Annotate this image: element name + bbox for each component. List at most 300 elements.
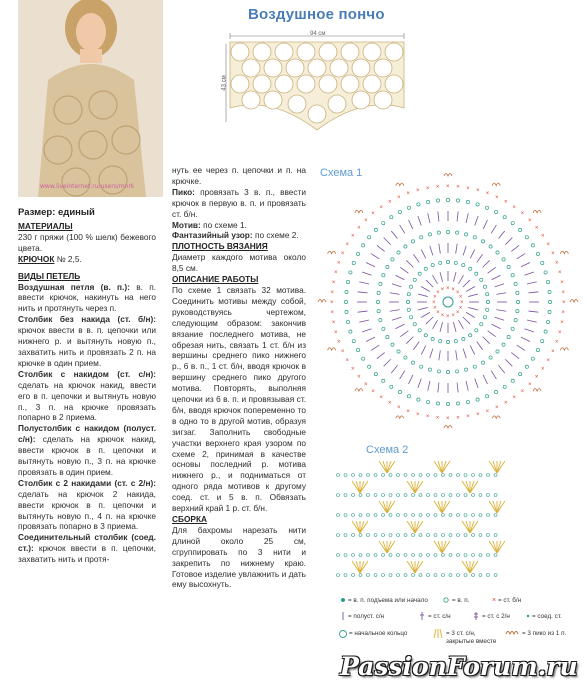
chain-stitch <box>446 260 449 263</box>
chain-stitch <box>481 361 484 364</box>
chain-stitch <box>481 240 484 243</box>
legend-item: = ст. б/н <box>498 597 522 604</box>
dc-stitch <box>400 225 405 233</box>
picot-stitch <box>533 210 541 213</box>
chain-stitch <box>382 379 385 382</box>
cluster-stitch <box>466 521 470 533</box>
continued-text: нуть ее через п. цепочки и п. на крючке. <box>172 165 306 186</box>
dc-stitch <box>491 371 496 379</box>
sc-stitch: × <box>379 395 383 402</box>
motif-circle <box>308 59 326 77</box>
chain-stitch <box>479 554 482 557</box>
chain-stitch <box>374 574 377 577</box>
slip-stitch-symbol <box>527 615 529 617</box>
motif-circle <box>385 75 403 93</box>
chain-stitch <box>439 340 442 343</box>
chain-stitch <box>546 320 549 323</box>
dc-stitch <box>418 294 428 297</box>
chain-stitch <box>525 365 528 368</box>
chain-stitch <box>398 210 401 213</box>
sc-stitch: × <box>558 269 562 276</box>
sc-stitch: × <box>433 305 437 312</box>
chain-stitch <box>514 282 517 285</box>
chain-stitch <box>382 474 385 477</box>
chain-stitch <box>389 554 392 557</box>
chain-stitch <box>389 514 392 517</box>
cluster-stitch <box>442 461 446 473</box>
chain-stitch <box>548 310 551 313</box>
chain-stitch <box>480 278 483 281</box>
sc-stitch: × <box>350 233 355 240</box>
chain-stitch <box>352 494 355 497</box>
dc-stitch <box>456 350 458 360</box>
chain-stitch <box>479 574 482 577</box>
loop-item: Столбик с накидом (ст. с/н): сделать на крючок накид, ввести его в п. цепочки и вытянуть новую п., 3 п. на крючке провязать попарно в 2 приема. <box>18 368 156 423</box>
cluster-stitch <box>360 561 368 573</box>
dc-stitch <box>468 307 478 310</box>
motif-circle <box>253 43 271 61</box>
chain-stitch <box>419 514 422 517</box>
legend-item: = 3 ст. с/н, закрытые вместе <box>446 630 497 645</box>
sc-stitch: × <box>331 320 336 327</box>
sc-stitch: × <box>551 349 555 356</box>
loops-heading: ВИДЫ ПЕТЕЛЬ <box>18 270 81 281</box>
cluster-stitch <box>411 561 415 573</box>
chain-stitch <box>374 228 377 231</box>
sc-stitch: × <box>340 250 345 257</box>
cluster-stitch <box>383 501 387 513</box>
chain-stitch <box>437 370 440 373</box>
chain-stitch <box>367 534 370 537</box>
motif-circle <box>341 43 359 61</box>
dc-stitch <box>496 310 506 312</box>
chain-stitch <box>464 534 467 537</box>
dc-stitch <box>499 365 505 373</box>
chain-stitch <box>344 474 347 477</box>
chain-stitch <box>476 203 479 206</box>
sc-stitch: × <box>561 289 566 296</box>
dc-stitch <box>426 280 433 287</box>
chain-stitch <box>489 245 492 248</box>
chain-stitch <box>409 316 412 319</box>
chain-stitch <box>494 554 497 557</box>
dc-stitch <box>499 231 505 239</box>
picot-stitch <box>444 426 452 429</box>
picot-stitch <box>560 348 568 351</box>
chain-stitch <box>494 210 497 213</box>
cluster-stitch <box>466 561 470 573</box>
assembly-heading: СБОРКА <box>172 514 207 524</box>
fancy-term: Фантазийный узор: <box>172 230 253 241</box>
chain-stitch <box>337 474 340 477</box>
dc-stitch <box>468 294 478 297</box>
chain-stitch <box>494 574 497 577</box>
chain-stitch <box>404 534 407 537</box>
sc-stitch: × <box>435 184 440 191</box>
chain-stitch <box>419 534 422 537</box>
chain-stitch <box>418 272 421 275</box>
cluster-stitch <box>387 541 391 553</box>
chain-stitch <box>412 474 415 477</box>
chain-stitch <box>374 474 377 477</box>
cluster-stitch <box>352 561 360 573</box>
picot-stitch <box>533 389 541 392</box>
cluster-stitch <box>489 541 497 553</box>
hook-value: № 2,5. <box>56 253 82 264</box>
dc-stitch <box>491 225 496 233</box>
picot-text: провязать 3 в. п., ввести крючок в первую в. п. и провязать ст. б/н. <box>172 186 306 219</box>
dc-stitch <box>418 378 421 387</box>
dc-stitch <box>528 311 538 312</box>
chain-stitch <box>494 514 497 517</box>
chain-stitch <box>442 534 445 537</box>
dc-stitch <box>426 317 433 324</box>
chain-stitch <box>397 554 400 557</box>
dc-stitch <box>395 324 404 329</box>
dc-stitch <box>421 287 430 292</box>
picot-stitch <box>396 416 404 419</box>
chain-stitch <box>544 330 547 333</box>
motif-circle <box>308 105 326 123</box>
chain-stitch <box>352 339 355 342</box>
chain-stitch <box>485 395 488 398</box>
cluster-stitch <box>407 561 415 573</box>
cluster-stitch <box>360 521 368 533</box>
chain-stitch <box>449 574 452 577</box>
chain-stitch <box>446 340 449 343</box>
chain-stitch <box>442 554 445 557</box>
chain-stitch <box>409 285 412 288</box>
cluster-stitch <box>434 501 442 513</box>
dc-stitch <box>362 329 371 332</box>
dc-stitch <box>470 249 475 258</box>
chain-stitch <box>457 494 460 497</box>
chain-stitch <box>472 474 475 477</box>
chain-stitch <box>391 258 394 261</box>
chain-stitch <box>487 554 490 557</box>
cluster-stitch <box>356 561 360 573</box>
sc-stitch: × <box>485 190 490 197</box>
sc-stitch: × <box>458 294 463 301</box>
chain-stitch <box>337 494 340 497</box>
chain-stitch <box>462 337 465 340</box>
sc-stitch: × <box>460 300 464 306</box>
sc-stitch: × <box>476 412 480 419</box>
dc-stitch <box>459 275 464 284</box>
sc-stitch: × <box>425 414 430 421</box>
cluster-stitch <box>489 461 497 473</box>
chain-stitch <box>412 574 415 577</box>
chain-stitch <box>404 245 407 248</box>
chain-stitch <box>449 494 452 497</box>
sc-stitch: × <box>446 286 450 292</box>
dc-stitch <box>496 293 506 295</box>
sc-stitch: × <box>541 233 545 240</box>
dc-stitch <box>470 346 475 355</box>
chain-stitch <box>462 263 465 266</box>
dc-stitch <box>524 272 533 275</box>
chain-stitch <box>427 554 430 557</box>
lift-chain-symbol <box>341 598 345 602</box>
photo-credit: www.liveinternet.ru/users/mnrk <box>40 183 135 190</box>
chain-stitch <box>397 534 400 537</box>
chain-stitch <box>479 494 482 497</box>
cluster-stitch <box>360 521 364 533</box>
chain-stitch <box>436 402 439 405</box>
sc-stitch: × <box>371 388 375 395</box>
chain-stitch <box>389 494 392 497</box>
chain-stitch <box>427 200 430 203</box>
cluster-stitch <box>360 481 368 493</box>
legend-item: = начальное кольцо <box>349 630 408 637</box>
dc-stitch <box>395 275 404 280</box>
chain-stitch <box>397 350 400 353</box>
chain-stitch <box>428 233 431 236</box>
sc-stitch: × <box>560 320 564 327</box>
chain-stitch <box>503 216 506 219</box>
cluster-stitch <box>497 501 501 513</box>
dc-stitch <box>413 254 419 262</box>
motif-circle <box>328 95 346 113</box>
chain-stitch <box>434 534 437 537</box>
cluster-stitch <box>438 541 442 553</box>
sc-stitch: × <box>495 194 499 201</box>
chain-stitch <box>382 554 385 557</box>
chain-stitch <box>494 534 497 537</box>
chain-stitch <box>457 534 460 537</box>
picot-stitch <box>328 348 336 351</box>
motif-circle <box>374 59 392 77</box>
chain-stitch <box>367 574 370 577</box>
sc-stitch: × <box>541 366 545 373</box>
chain-stitch <box>479 534 482 537</box>
legend-item: = ст. с/н <box>428 613 451 620</box>
motif-circle <box>352 91 370 109</box>
dc-stitch <box>505 359 512 366</box>
chain-stitch <box>362 357 365 360</box>
dc-stitch <box>524 329 533 332</box>
sc-stitch: × <box>396 194 401 201</box>
cluster-stitch <box>407 481 415 493</box>
picot-stitch <box>396 183 404 186</box>
sc-stitch: × <box>371 211 375 218</box>
picot-stitch <box>355 389 363 392</box>
chain-stitch <box>466 200 469 203</box>
chain-stitch <box>344 494 347 497</box>
chain-stitch <box>456 199 459 202</box>
chain-stitch <box>546 281 549 284</box>
motif-circle <box>319 75 337 93</box>
chain-stitch <box>516 291 519 294</box>
dc-stitch <box>400 331 408 337</box>
picot-stitch <box>560 251 568 254</box>
cluster-stitch <box>470 561 474 573</box>
cluster-stitch <box>442 541 446 553</box>
sc-stitch: × <box>451 287 455 294</box>
loop-item: Соединительный столбик (соед. ст.): крючок ввести в п. цепочки, захватить нить и протя- <box>18 532 156 565</box>
chain-stitch <box>496 251 499 254</box>
motif-circle <box>385 43 403 61</box>
cluster-stitch <box>438 461 442 473</box>
cluster-stitch <box>438 501 442 513</box>
cluster-stitch <box>411 481 415 493</box>
chain-stitch <box>431 337 434 340</box>
cluster-stitch <box>387 461 395 473</box>
sc-stitch: × <box>388 400 392 407</box>
dc-stitch <box>413 342 419 350</box>
chain-stitch <box>503 385 506 388</box>
sc-stitch: × <box>446 314 450 320</box>
chain-stitch <box>536 252 539 255</box>
chain-stitch <box>419 554 422 557</box>
picot-stitch <box>570 300 578 303</box>
chain-stitch <box>386 335 389 338</box>
chain-stitch <box>464 514 467 517</box>
chain-stitch <box>449 474 452 477</box>
cluster-stitch <box>356 521 360 533</box>
chain-stitch <box>519 373 522 376</box>
sc-stitch: × <box>406 190 410 197</box>
chain-stitch <box>359 534 362 537</box>
chain-stitch <box>449 534 452 537</box>
chain-stitch <box>541 339 544 342</box>
chain-stitch <box>413 278 416 281</box>
sc-stitch: × <box>415 412 420 419</box>
chain-stitch <box>374 534 377 537</box>
chain-stitch <box>480 323 483 326</box>
chain-stitch <box>397 251 400 254</box>
chain-stitch <box>427 400 430 403</box>
cluster-stitch <box>379 461 387 473</box>
dc-stitch <box>392 317 402 320</box>
sc-stitch: × <box>466 185 470 192</box>
dc-stitch <box>384 238 391 245</box>
chain-stitch <box>475 329 478 332</box>
chain-stitch <box>382 574 385 577</box>
sc-stitch: × <box>336 339 341 346</box>
chain-stitch <box>407 308 410 311</box>
motif-circle <box>242 59 260 77</box>
dc-stitch <box>409 220 413 229</box>
cluster-stitch <box>387 541 395 553</box>
cluster-stitch <box>493 501 497 513</box>
sc-stitch: × <box>433 294 437 301</box>
chain-stitch <box>449 554 452 557</box>
chain-stitch <box>411 240 414 243</box>
dc-stitch <box>371 345 379 350</box>
sc-stitch: × <box>555 260 559 267</box>
chain-stitch <box>427 474 430 477</box>
dc-stitch <box>418 216 421 225</box>
picot-stitch <box>355 210 363 213</box>
chain-stitch <box>454 261 457 264</box>
chain-stitch <box>352 534 355 537</box>
dc-stitch <box>430 246 433 256</box>
chain-stitch <box>469 334 472 337</box>
sc-stitch: × <box>350 366 355 373</box>
motif-circle <box>264 91 282 109</box>
sc-stitch: × <box>512 204 517 211</box>
work-heading: ОПИСАНИЕ РАБОТЫ <box>172 274 259 285</box>
cluster-stitch <box>360 481 364 493</box>
chain-stitch <box>536 348 539 351</box>
legend-item: = 3 пико из 1 п. <box>522 630 567 637</box>
ring-symbol <box>340 631 347 638</box>
chain-stitch <box>382 514 385 517</box>
picot-stitch <box>318 300 326 303</box>
chain-stitch <box>398 390 401 393</box>
dc-stitch <box>466 381 468 391</box>
chain-stitch <box>502 343 505 346</box>
dc-stitch <box>521 337 530 341</box>
chain-stitch <box>472 574 475 577</box>
sc-stitch: × <box>446 184 450 190</box>
scheme1-chart <box>310 170 585 435</box>
chain-stitch <box>367 474 370 477</box>
density-heading: ПЛОТНОСТЬ ВЯЗАНИЯ <box>172 241 268 252</box>
page-title: Воздушное пончо <box>248 6 385 23</box>
chain-stitch <box>344 300 347 303</box>
chain-stitch <box>456 370 459 373</box>
sc-stitch: × <box>561 310 566 317</box>
sc-stitch: × <box>379 204 383 211</box>
chain-stitch <box>469 267 472 270</box>
dc-stitch <box>521 263 530 267</box>
chain-stitch <box>507 265 510 268</box>
motif-circle <box>231 43 249 61</box>
chain-stitch <box>487 534 490 537</box>
dc-stitch <box>440 272 443 282</box>
chain-stitch <box>382 222 385 225</box>
chain-stitch <box>494 494 497 497</box>
cluster-stitch <box>434 541 442 553</box>
sc-stitch: × <box>345 242 350 248</box>
dc-stitch <box>477 342 483 350</box>
dc-stitch <box>433 275 438 284</box>
dc-stitch <box>466 287 475 292</box>
chain-stitch <box>352 514 355 517</box>
chain-stitch <box>404 474 407 477</box>
hook-label: КРЮЧОК <box>18 253 55 264</box>
chain-stitch <box>359 574 362 577</box>
chain-stitch <box>382 534 385 537</box>
chain-stitch <box>487 514 490 517</box>
chain-stitch <box>345 310 348 313</box>
chain-stitch <box>397 494 400 497</box>
dc-stitch <box>377 245 385 251</box>
loop-item: Столбик без накида (ст. б/н): крючок ввести в в. п. цепочки или нижнего р. и вытянуть новую п., захватить нить и провязать 2 п. на крючке в один прием. <box>18 314 156 368</box>
cluster-stitch <box>442 541 450 553</box>
sc-stitch: × <box>331 279 336 286</box>
cluster-stitch <box>379 541 387 553</box>
sc-stitch: × <box>336 260 341 267</box>
chain-stitch <box>337 574 340 577</box>
sc-stitch: × <box>333 269 338 276</box>
chain-stitch <box>446 370 449 373</box>
chain-stitch <box>494 390 497 393</box>
dc-stitch <box>384 359 391 366</box>
chain-stitch <box>382 274 385 277</box>
sc-stitch: × <box>330 289 334 296</box>
sc-stitch: × <box>357 374 361 381</box>
chain-stitch <box>359 494 362 497</box>
cluster-stitch <box>497 541 501 553</box>
chain-stitch <box>486 300 489 303</box>
dc-stitch <box>517 254 525 259</box>
chain-stitch <box>419 494 422 497</box>
cluster-stitch <box>497 461 505 473</box>
motif-circle <box>275 75 293 93</box>
